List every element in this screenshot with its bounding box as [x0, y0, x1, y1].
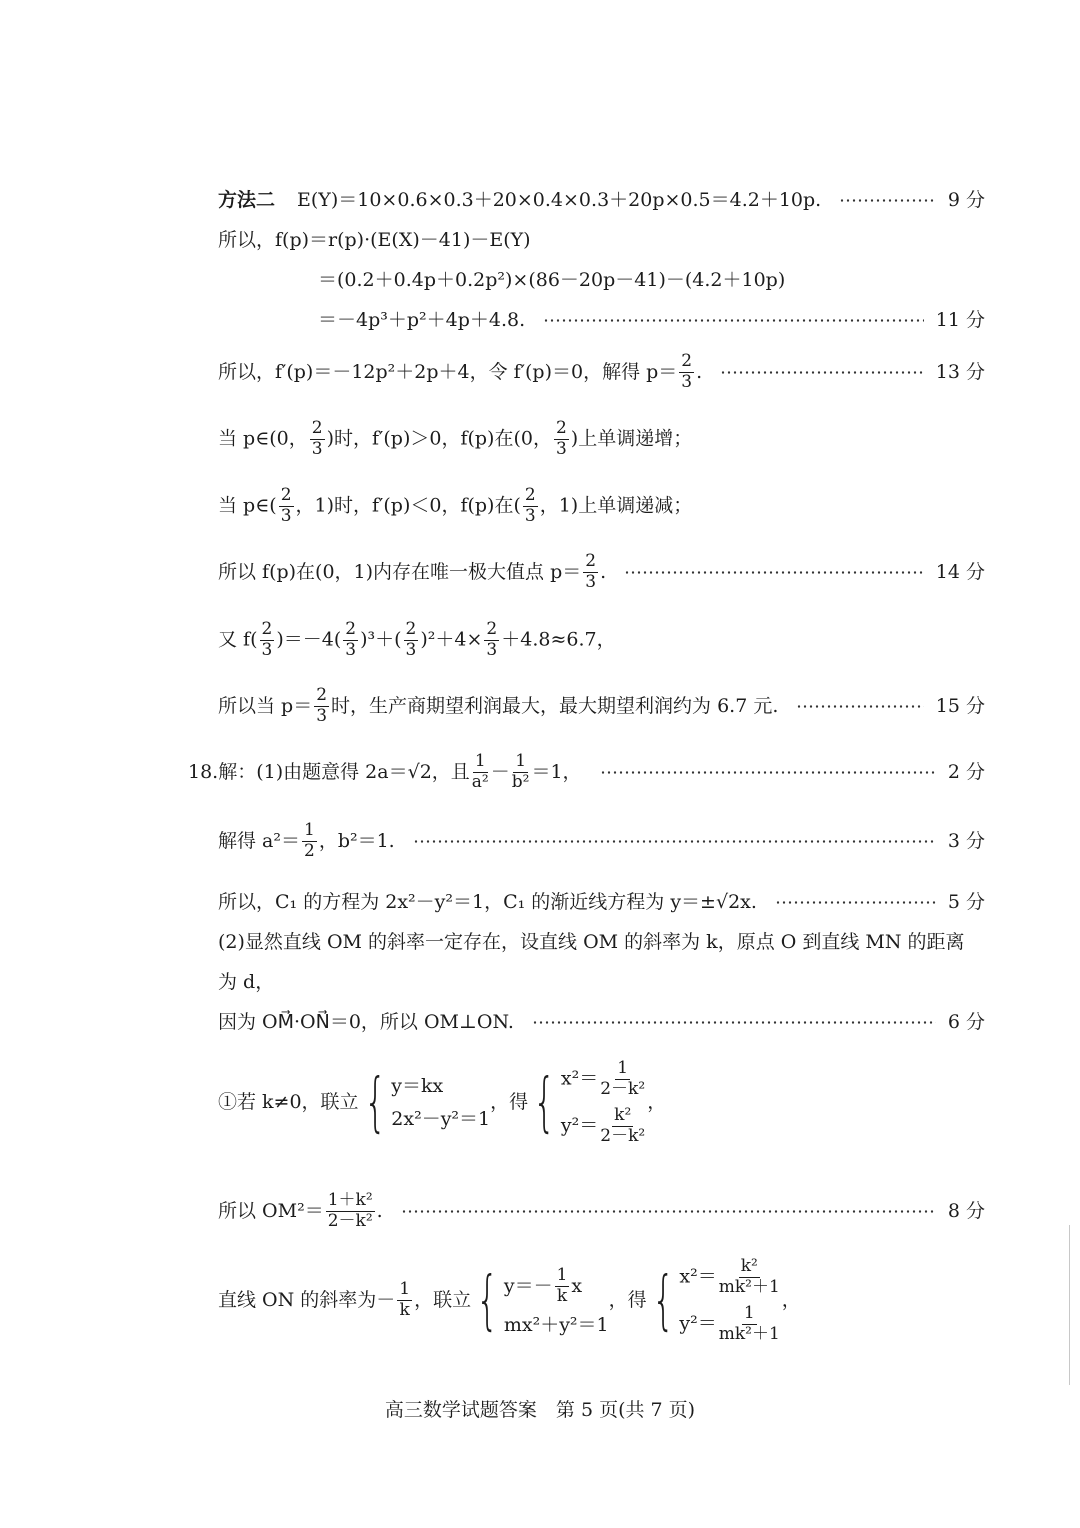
leader-dots [413, 840, 936, 843]
line-on-slope-line: 直线 ON 的斜率为－ $\frac{1}{k}$ ，联立 { y＝－ $\frac{1}{k}$ x mx²＋y²＝1 ，得 { x²＝ $\frac{\text{k²}}{\text{mk²＋1}}$ y²＝ $\frac{1}{\text{mk²＋1}}$ ， [218, 1256, 801, 1344]
leader-dots [796, 705, 923, 708]
leader-dots [624, 571, 924, 574]
fraction: $\frac{1}{\text{2－k²}}$ [600, 1058, 646, 1099]
solution-system: { x²＝ $\frac{\text{k²}}{\text{mk²＋1}}$ y²＝ $\frac{1}{\text{mk²＋1}}$ [651, 1256, 780, 1344]
solution-system: { x²＝ $\frac{1}{\text{2－k²}}$ y²＝ $\frac{\text{k²}}{\text{2－k²}}$ [533, 1058, 646, 1146]
fraction: $\frac{1}{\text{a²}}$ [471, 751, 489, 792]
fraction: $\frac{2}{3}$ [555, 418, 567, 459]
fraction: $\frac{1}{2}$ [303, 820, 315, 861]
perpendicular-line: 因为 OM⃗·ON⃗＝0，所以 OM⊥ON. 6 分 [218, 1011, 985, 1033]
score-label: 11 分 [935, 309, 985, 331]
fraction: $\frac{1}{k}$ [556, 1264, 568, 1306]
score-label: 9 分 [947, 189, 985, 211]
c1-equation-line: 所以，C₁ 的方程为 2x²－y²＝1，C₁ 的渐近线方程为 y＝±√2x. 5 分 [218, 891, 985, 913]
equation-system: { y＝kx 2x²－y²＝1 [363, 1065, 491, 1140]
leader-dots [839, 199, 936, 202]
fraction: $\frac{\text{k²}}{\text{mk²＋1}}$ [718, 1256, 780, 1297]
score-label: 14 分 [935, 560, 985, 583]
score-label: 3 分 [947, 829, 985, 852]
score-label: 8 分 [947, 1199, 985, 1222]
scan-edge-line [1069, 1225, 1070, 1385]
fraction: $\frac{1}{\text{mk²＋1}}$ [718, 1302, 780, 1344]
max-value-line: 又 f( $\frac{2}{3}$ )＝－4( $\frac{2}{3}$ )³＋( $\frac{2}{3}$ )²＋4× $\frac{2}{3}$ ＋4.8≈6.7， [218, 619, 616, 660]
brace-icon: { [651, 1263, 675, 1338]
fraction: $\frac{2}{3}$ [316, 685, 328, 726]
fraction: $\frac{2}{3}$ [524, 485, 536, 526]
solve-ab-line: 解得 a²＝ $\frac{1}{2}$ ，b²＝1. 3 分 [218, 820, 985, 861]
score-label: 6 分 [947, 1011, 985, 1033]
score-label: 13 分 [935, 360, 985, 383]
brace-icon: { [363, 1065, 387, 1140]
fraction: $\frac{2}{3}$ [311, 418, 323, 459]
page-footer: 高三数学试题答案 第 5 页(共 7 页) [384, 1399, 696, 1421]
fp-definition: 所以，f(p)＝r(p)·(E(X)－41)－E(Y) [218, 229, 531, 251]
problem-18-line: 18. 解：(1)由题意得 2a＝√2，且 $\frac{1}{\text{a²}}$ － $\frac{1}{\text{b²}}$ ＝1， 2 分 [188, 751, 985, 792]
leader-dots [401, 1210, 936, 1213]
fraction: $\frac{\text{1＋k²}}{\text{2－k²}}$ [327, 1190, 373, 1231]
score-label: 2 分 [947, 760, 985, 783]
fraction: $\frac{2}{3}$ [585, 551, 597, 592]
maximum-point-line: 所以 f(p)在(0，1)内存在唯一极大值点 p＝ $\frac{2}{3}$ . 14 分 [218, 551, 985, 592]
derivative-text: 所以，f′(p)＝－12p²＋2p＋4，令 f′(p)＝0，解得 p＝ [218, 360, 678, 383]
fp-result-line [318, 311, 985, 330]
brace-icon: { [476, 1263, 499, 1338]
leader-dots [543, 319, 924, 322]
om-squared-line: 所以 OM²＝ $\frac{\text{1＋k²}}{\text{2－k²}}$ . 8 分 [218, 1190, 985, 1231]
case-k-nonzero-line: ①若 k≠0，联立 { y＝kx 2x²－y²＝1 ，得 { x²＝ $\frac{1}{\text{2－k²}}$ y²＝ $\frac{\text{k²}}{\text{2－k²}}$ ， [218, 1058, 667, 1146]
score-label: 5 分 [947, 891, 985, 913]
leader-dots [532, 1021, 936, 1024]
fp-expansion: ＝(0.2＋0.4p＋0.2p²)×(86－20p－41)－(4.2＋10p) [318, 269, 786, 291]
decreasing-interval-line: 当 p∈( $\frac{2}{3}$ ，1)时，f′(p)＜0，f(p)在( $\frac{2}{3}$ ，1)上单调递减； [218, 485, 693, 526]
fraction: $\frac{2}{3}$ [681, 351, 693, 392]
fp-expansion-line [318, 271, 785, 290]
problem-number: 18. [188, 760, 219, 783]
fraction: $\frac{2}{3}$ [280, 485, 292, 526]
method-two-line [218, 191, 985, 210]
brace-icon: { [533, 1065, 556, 1140]
fraction: $\frac{1}{\text{b²}}$ [511, 751, 530, 792]
fraction: $\frac{1}{k}$ [399, 1279, 411, 1321]
fraction: $\frac{2}{3}$ [345, 619, 357, 660]
part-2-continuation: 为 d， [218, 971, 275, 993]
ey-expression: E(Y)＝10×0.6×0.3＋20×0.4×0.3＋20p×0.5＝4.2＋10p. [297, 189, 822, 211]
fp-definition-line [218, 231, 531, 250]
equation-system: { y＝－ $\frac{1}{k}$ x mx²＋y²＝1 [476, 1263, 609, 1338]
method-label: 方法二 [218, 189, 276, 211]
fp-result: ＝－4p³＋p²＋4p＋4.8. [318, 309, 526, 331]
score-label: 15 分 [935, 694, 985, 717]
leader-dots [720, 371, 924, 374]
conclusion-line: 所以当 p＝ $\frac{2}{3}$ 时，生产商期望利润最大，最大期望利润约为 6.7 元. 15 分 [218, 685, 985, 726]
increasing-interval-line: 当 p∈(0， $\frac{2}{3}$ )时，f′(p)＞0，f(p)在(0， $\frac{2}{3}$ )上单调递增； [218, 418, 693, 459]
leader-dots [600, 771, 936, 774]
fraction: $\frac{2}{3}$ [405, 619, 417, 660]
fraction: $\frac{\text{k²}}{\text{2－k²}}$ [600, 1104, 646, 1146]
fraction: $\frac{2}{3}$ [486, 619, 498, 660]
leader-dots [775, 901, 936, 904]
part-2-line: (2)显然直线 OM 的斜率一定存在，设直线 OM 的斜率为 k，原点 O 到直线 MN 的距离 [218, 931, 965, 953]
fraction: $\frac{2}{3}$ [261, 619, 273, 660]
derivative-line: 所以，f′(p)＝－12p²＋2p＋4，令 f′(p)＝0，解得 p＝ $\frac{2}{3}$ . 13 分 [218, 351, 985, 392]
